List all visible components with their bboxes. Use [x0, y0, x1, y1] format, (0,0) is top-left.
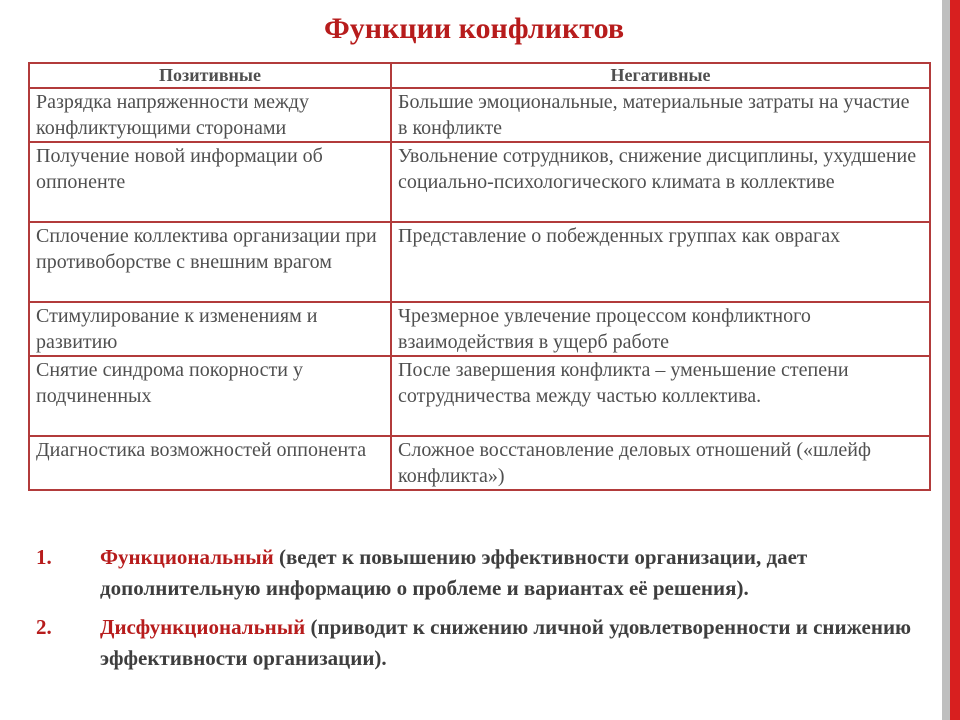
positive-cell: Снятие синдрома покорности у подчиненных: [29, 356, 391, 436]
description-functional: (ведет к повышению эффективности организации, дает дополнительную информацию о проблеме и вариантах её решения).: [100, 545, 808, 600]
table-row: [29, 222, 930, 302]
positive-cell: Получение новой информации об оппоненте: [29, 142, 391, 222]
negative-cell: Представление о побежденных группах как оврагах: [391, 222, 930, 302]
negative-cell: Сложное восстановление деловых отношений («шлейф конфликта»): [391, 436, 930, 490]
table-row: [29, 356, 930, 436]
table-row: [29, 88, 930, 142]
negative-cell: После завершения конфликта – уменьшение степени сотрудничества между частью коллектива.: [391, 356, 930, 436]
negative-cell: Увольнение сотрудников, снижение дисциплины, ухудшение социально-психологического климата в коллективе: [391, 142, 930, 222]
term-functional: Функциональный: [100, 545, 274, 569]
table-row: [29, 302, 930, 356]
header-negative: Негативные: [391, 63, 930, 88]
functions-table: [28, 62, 931, 491]
table-row: [29, 142, 930, 222]
negative-cell: Чрезмерное увлечение процессом конфликтного взаимодействия в ущерб работе: [391, 302, 930, 356]
negative-cell: Большие эмоциональные, материальные затраты на участие в конфликте: [391, 88, 930, 142]
side-bar-grey: [942, 0, 950, 720]
positive-cell: Стимулирование к изменениям и развитию: [29, 302, 391, 356]
conflict-types-list: [36, 542, 916, 682]
list-item-functional: [36, 542, 916, 604]
list-number: 2.: [36, 615, 52, 639]
table-row: [29, 436, 930, 490]
term-dysfunctional: Дисфункциональный: [100, 615, 306, 639]
positive-cell: Сплочение коллектива организации при противоборстве с внешним врагом: [29, 222, 391, 302]
list-item-dysfunctional: [36, 612, 916, 674]
page-title: Функции конфликтов: [323, 12, 625, 45]
list-number: 1.: [36, 545, 52, 569]
side-bar-red: [950, 0, 960, 720]
positive-cell: Диагностика возможностей оппонента: [29, 436, 391, 490]
description-dysfunctional: (приводит к снижению личной удовлетворенности и снижению эффективности организации).: [100, 615, 912, 670]
header-positive: Позитивные: [29, 63, 391, 88]
table-header-row: [29, 63, 930, 88]
positive-cell: Разрядка напряженности между конфликтующими сторонами: [29, 88, 391, 142]
